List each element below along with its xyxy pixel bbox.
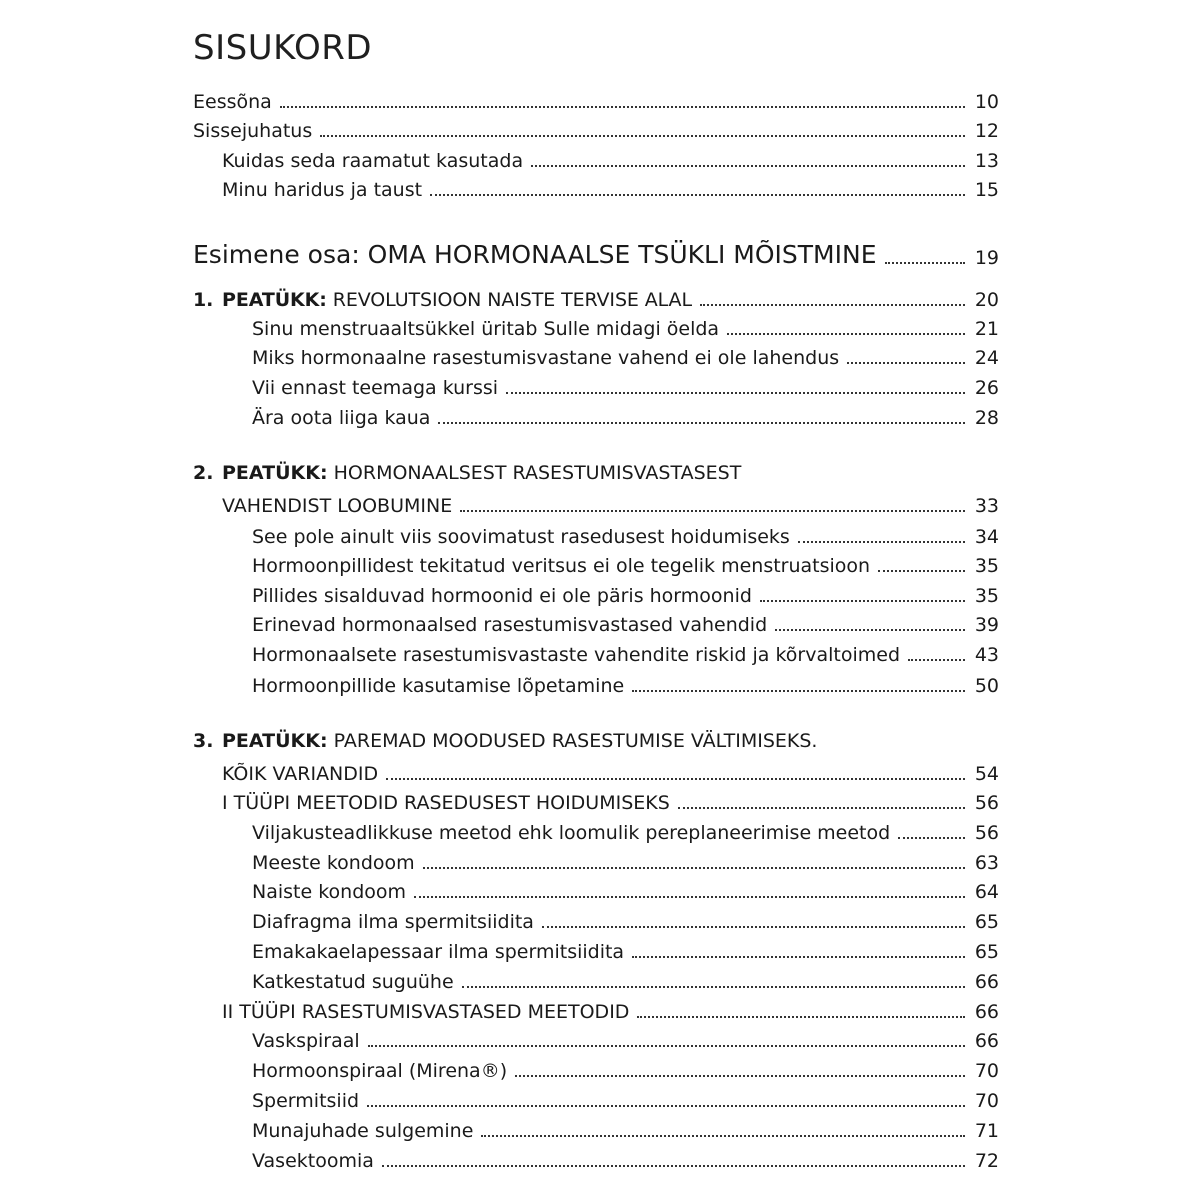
dot-leader	[632, 956, 965, 958]
dot-leader	[898, 837, 965, 839]
toc-entry-label: Eessõna	[193, 91, 272, 113]
toc-entry[interactable]	[252, 936, 999, 964]
dot-leader	[542, 926, 965, 928]
dot-leader	[885, 262, 966, 264]
chapter-title-cont: KÕIK VARIANDID	[222, 763, 379, 785]
toc-entry[interactable]	[252, 313, 999, 341]
dot-leader	[908, 659, 965, 661]
toc-entry-page: 35	[974, 555, 999, 577]
toc-entry-label: Minu haridus ja taust	[222, 179, 423, 201]
toc-entry-label: Diafragma ilma spermitsiidita	[252, 911, 534, 933]
toc-entry[interactable]	[252, 906, 999, 934]
toc-entry-label: Vasektoomia	[252, 1150, 374, 1172]
toc-page	[193, 0, 999, 1200]
toc-entry-label: Emakakaelapessaar ilma spermitsiidita	[252, 941, 625, 963]
toc-entry-label: Naiste kondoom	[252, 881, 407, 903]
toc-entry-background[interactable]	[222, 174, 999, 202]
toc-entry-label: Vaskspiraal	[252, 1030, 360, 1052]
chapter-number: 2.	[193, 462, 214, 484]
toc-entry-how-to-use[interactable]	[222, 145, 999, 173]
dot-leader	[460, 510, 965, 512]
toc-entry-page: 24	[974, 347, 999, 369]
toc-chapter-2-title-line1[interactable]	[193, 461, 741, 489]
toc-entry-page: 39	[974, 614, 999, 636]
toc-entry[interactable]	[252, 1085, 999, 1113]
dot-leader	[414, 896, 965, 898]
toc-entry-page: 70	[974, 1060, 999, 1082]
dot-leader	[798, 541, 965, 543]
toc-entry-page: 71	[974, 1120, 999, 1142]
toc-entry-page: 19	[974, 247, 999, 269]
toc-entry-page: 15	[974, 179, 999, 201]
toc-entry-label: Kuidas seda raamatut kasutada	[222, 150, 524, 172]
toc-entry-page: 35	[974, 585, 999, 607]
toc-entry[interactable]	[252, 1115, 999, 1143]
dot-leader	[481, 1135, 965, 1137]
dot-leader	[515, 1075, 965, 1077]
toc-entry-page: 10	[974, 91, 999, 113]
dot-leader	[847, 362, 965, 364]
toc-entry-page: 54	[974, 763, 999, 785]
toc-entry[interactable]	[252, 402, 999, 430]
toc-entry[interactable]	[252, 580, 999, 608]
dot-leader	[775, 629, 965, 631]
chapter-number: 1.	[193, 289, 214, 311]
chapter-title: REVOLUTSIOON NAISTE TERVISE ALAL	[332, 289, 692, 311]
toc-entry-page: 21	[974, 318, 999, 340]
toc-part-heading[interactable]	[193, 236, 999, 270]
toc-section-type-1[interactable]	[222, 787, 999, 815]
section-title: II TÜÜPI RASESTUMISVASTASED MEETODID	[222, 1001, 630, 1023]
toc-entry-page: 65	[974, 911, 999, 933]
dot-leader	[637, 1016, 965, 1018]
chapter-word: PEATÜKK:	[222, 289, 327, 311]
page-title: SISUKORD	[193, 28, 373, 68]
dot-leader	[678, 807, 965, 809]
toc-entry-preface[interactable]	[193, 86, 999, 114]
toc-entry-label: Vii ennast teemaga kurssi	[252, 377, 499, 399]
toc-entry-page: 56	[974, 792, 999, 814]
toc-entry-page: 56	[974, 822, 999, 844]
toc-entry-page: 66	[974, 971, 999, 993]
toc-section-type-2[interactable]	[222, 996, 999, 1024]
toc-entry-page: 28	[974, 407, 999, 429]
toc-entry-page: 13	[974, 150, 999, 172]
toc-entry[interactable]	[252, 639, 999, 667]
toc-chapter-1[interactable]	[193, 284, 999, 312]
toc-entry-page: 63	[974, 852, 999, 874]
dot-leader	[423, 867, 965, 869]
dot-leader	[727, 333, 965, 335]
toc-chapter-2[interactable]	[222, 490, 999, 518]
dot-leader	[700, 304, 965, 306]
toc-entry[interactable]	[252, 1025, 999, 1053]
toc-entry-label: Hormoonspiraal (Mirena®)	[252, 1060, 508, 1082]
dot-leader	[438, 422, 965, 424]
toc-entry-label: Hormonaalsete rasestumisvastaste vahendite riskid ja kõrvaltoimed	[252, 644, 901, 666]
toc-entry-page: 20	[974, 289, 999, 311]
dot-leader	[367, 1105, 965, 1107]
toc-entry[interactable]	[252, 817, 999, 845]
toc-entry-page: 34	[974, 526, 999, 548]
toc-entry-label: Munajuhade sulgemine	[252, 1120, 474, 1142]
toc-entry-label: Miks hormonaalne rasestumisvastane vahend ei ole lahendus	[252, 347, 840, 369]
toc-entry-page: 33	[974, 495, 999, 517]
toc-entry-page: 66	[974, 1030, 999, 1052]
toc-entry-label: Sissejuhatus	[193, 120, 313, 142]
toc-entry[interactable]	[252, 1055, 999, 1083]
chapter-title-cont: VAHENDIST LOOBUMINE	[222, 495, 453, 517]
toc-entry-introduction[interactable]	[193, 115, 999, 143]
toc-entry-label: Sinu menstruaaltsükkel üritab Sulle midagi öelda	[252, 318, 720, 340]
toc-entry[interactable]	[252, 342, 999, 370]
toc-entry[interactable]	[252, 847, 999, 875]
toc-chapter-3-title-line1[interactable]	[193, 729, 817, 757]
toc-entry-page: 64	[974, 881, 999, 903]
toc-entry[interactable]	[252, 670, 999, 698]
toc-entry[interactable]	[252, 1145, 999, 1173]
dot-leader	[506, 392, 965, 394]
toc-entry-page: 70	[974, 1090, 999, 1112]
dot-leader	[878, 570, 965, 572]
toc-entry[interactable]	[252, 521, 999, 549]
toc-entry-label: Erinevad hormonaalsed rasestumisvastased vahendid	[252, 614, 768, 636]
toc-entry[interactable]	[252, 966, 999, 994]
dot-leader	[368, 1045, 965, 1047]
chapter-title: HORMONAALSEST RASESTUMISVASTASEST	[333, 462, 742, 484]
toc-entry[interactable]	[252, 372, 999, 400]
dot-leader	[430, 194, 965, 196]
dot-leader	[632, 690, 965, 692]
dot-leader	[531, 165, 965, 167]
toc-entry-page: 50	[974, 675, 999, 697]
toc-entry-label: Meeste kondoom	[252, 852, 415, 874]
chapter-number: 3.	[193, 730, 214, 752]
dot-leader	[280, 106, 965, 108]
toc-entry-label: Hormoonpillide kasutamise lõpetamine	[252, 675, 625, 697]
dot-leader	[760, 600, 965, 602]
toc-entry-label: Ära oota liiga kaua	[252, 407, 431, 429]
chapter-title: PAREMAD MOODUSED RASESTUMISE VÄLTIMISEKS.	[333, 730, 818, 752]
toc-entry[interactable]	[252, 609, 999, 637]
dot-leader	[320, 135, 965, 137]
toc-entry-label: Spermitsiid	[252, 1090, 360, 1112]
toc-chapter-3[interactable]	[222, 758, 999, 786]
toc-entry-page: 65	[974, 941, 999, 963]
toc-entry-label: Pillides sisalduvad hormoonid ei ole päris hormoonid	[252, 585, 752, 607]
toc-entry-label: Katkestatud suguühe	[252, 971, 454, 993]
toc-entry[interactable]	[252, 876, 999, 904]
toc-entry-page: 72	[974, 1150, 999, 1172]
dot-leader	[386, 778, 965, 780]
toc-entry-label: Hormoonpillidest tekitatud veritsus ei ole tegelik menstruatsioon	[252, 555, 871, 577]
toc-entry-page: 43	[974, 644, 999, 666]
toc-entry-label: See pole ainult viis soovimatust rasedusest hoidumiseks	[252, 526, 790, 548]
chapter-word: PEATÜKK:	[222, 462, 328, 484]
dot-leader	[382, 1165, 965, 1167]
toc-entry-page: 66	[974, 1001, 999, 1023]
toc-entry-page: 12	[974, 120, 999, 142]
dot-leader	[462, 986, 965, 988]
part-title: Esimene osa: OMA HORMONAALSE TSÜKLI MÕISTMINE	[193, 240, 877, 269]
section-title: I TÜÜPI MEETODID RASEDUSEST HOIDUMISEKS	[222, 792, 670, 814]
chapter-word: PEATÜKK:	[222, 730, 328, 752]
toc-entry-page: 26	[974, 377, 999, 399]
toc-entry[interactable]	[252, 550, 999, 578]
toc-entry-label: Viljakusteadlikkuse meetod ehk loomulik pereplaneerimise meetod	[252, 822, 891, 844]
